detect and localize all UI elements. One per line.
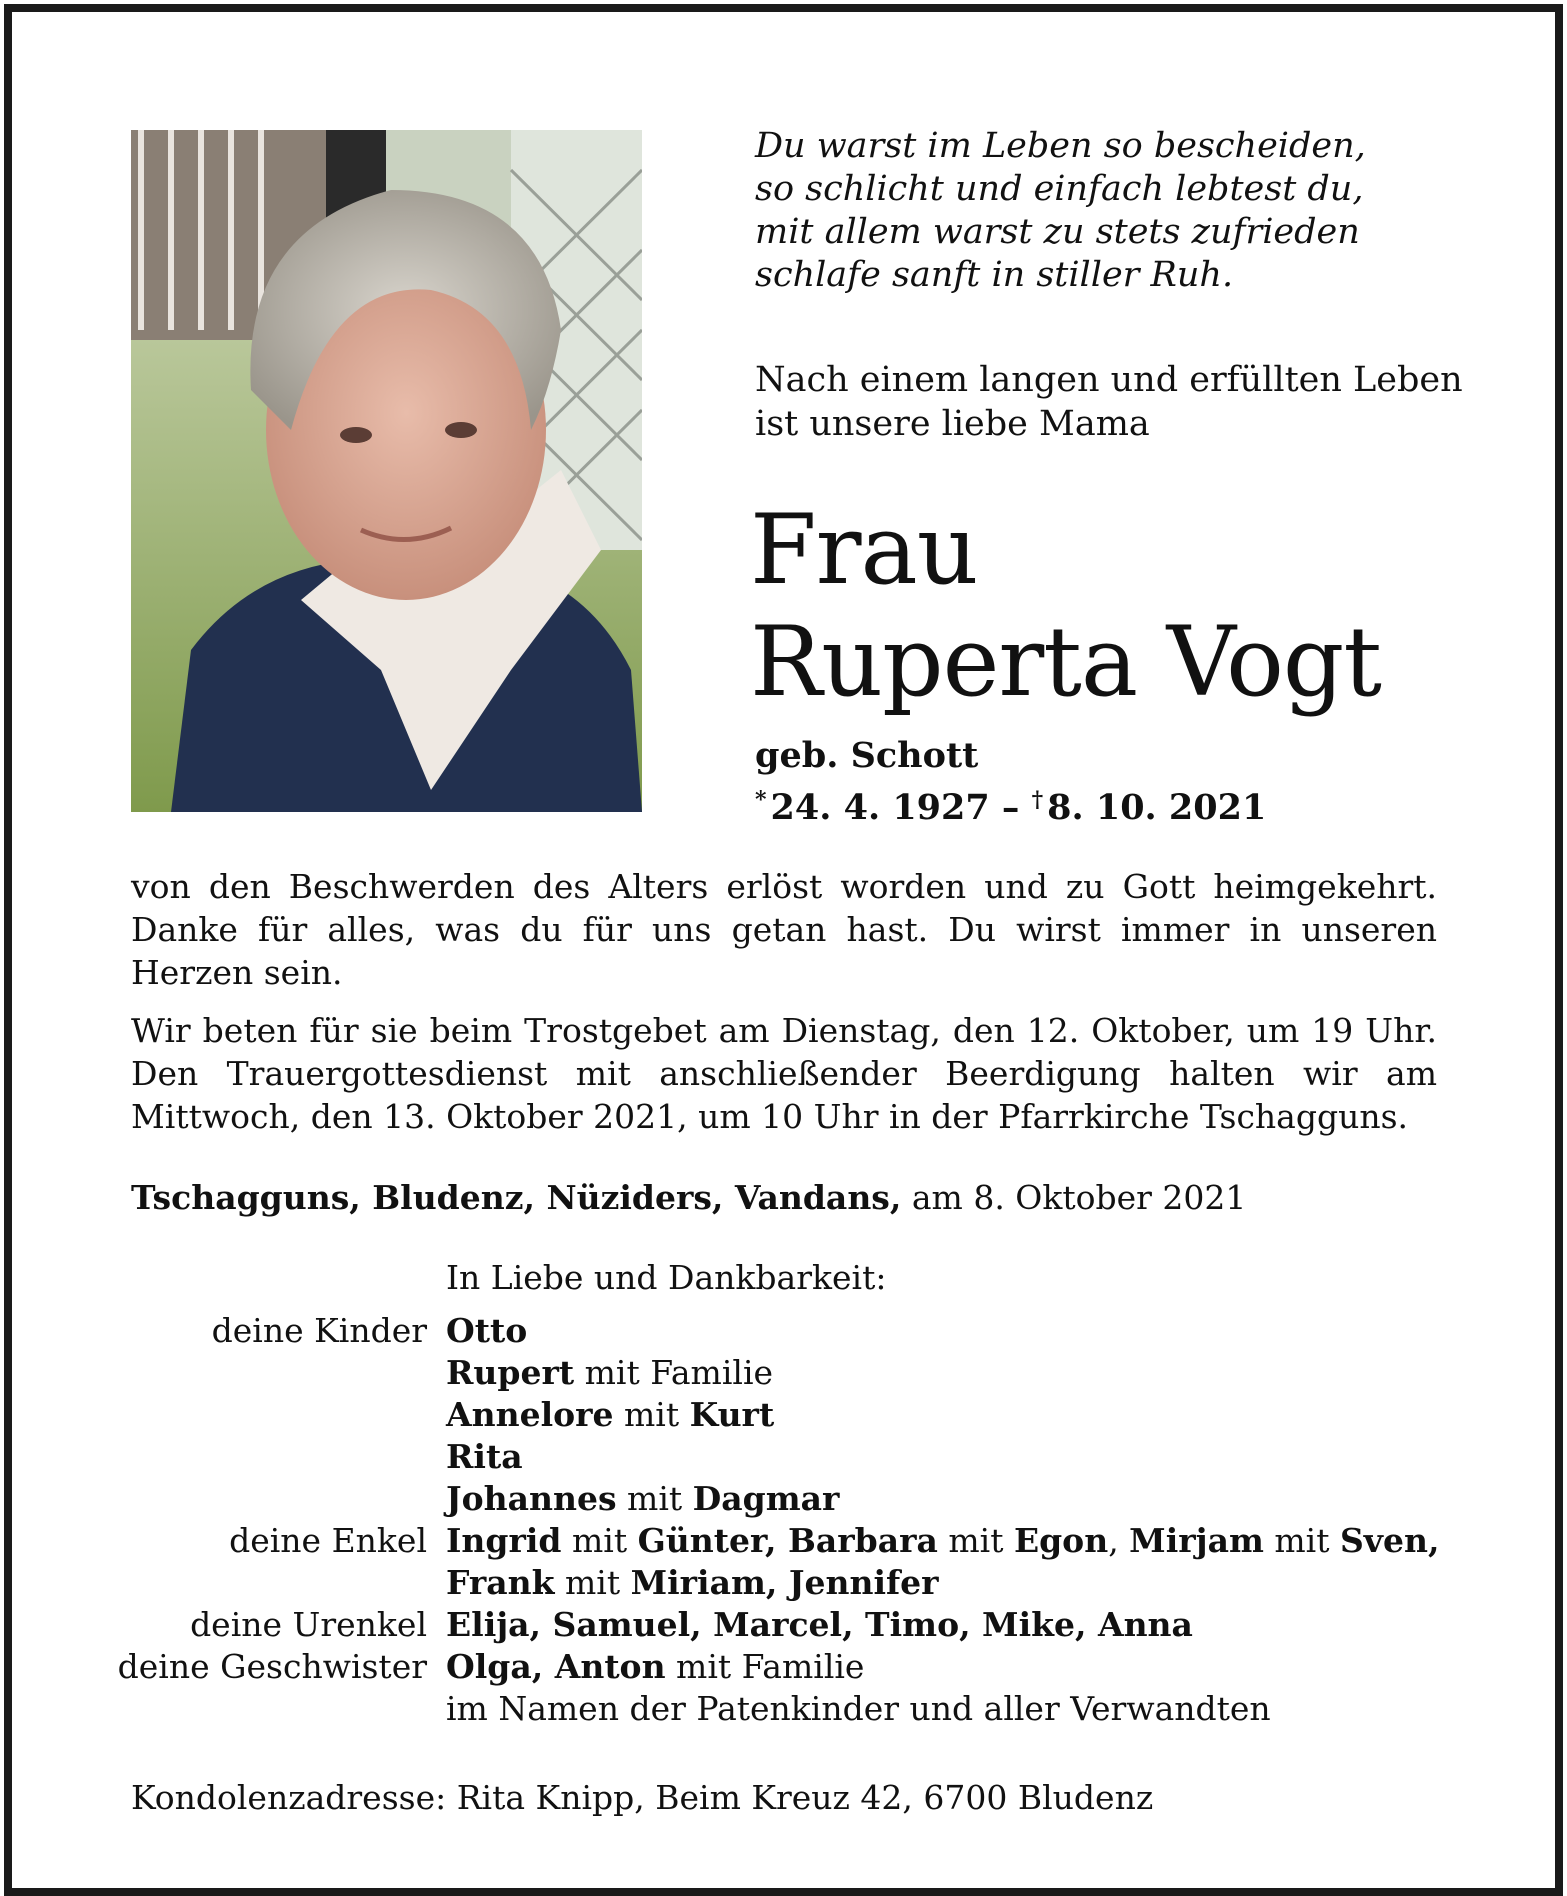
family-row [0, 1604, 1567, 1646]
family-name: Sven, [1339, 1521, 1440, 1560]
family-label: deine Urenkel [190, 1605, 427, 1644]
family-connector: mit [616, 1479, 693, 1518]
family-row [0, 1520, 1567, 1562]
family-row [0, 1562, 1567, 1604]
family-label: deine Geschwister [117, 1647, 427, 1686]
birth-symbol: * [755, 787, 767, 813]
intro-line: Nach einem langen und erfüllten Leben [755, 360, 1463, 400]
poem-line: mit allem warst zu stets zufrieden [755, 212, 1360, 252]
family-name: Ingrid [446, 1521, 562, 1560]
family-row [0, 1352, 1567, 1394]
poem-line: so schlicht und einfach lebtest du, [755, 169, 1364, 209]
family-name: Kurt [689, 1395, 775, 1434]
family-connector: mit Familie [665, 1647, 865, 1686]
name-title: Frau [750, 494, 978, 606]
paragraph-service: Wir beten für sie beim Trostgebet am Dienstag, den 12. Oktober, um 19 Uhr. Den Trauergottesdienst mit anschließender Beerdigung halten wir am Mittwoch, den 13. Oktober 2021, um 10 Uhr in der Pfarrkirche Tschagguns. [131, 1011, 1437, 1136]
deceased-name [750, 494, 1381, 718]
paragraph-passing: von den Beschwerden des Alters erlöst worden und zu Gott heimgekehrt. Danke für alles, was du für uns getan hast. Du wirst immer in unseren Herzen sein. [131, 867, 1437, 992]
family-name: Rita [446, 1437, 523, 1476]
family-label: deine Kinder [211, 1311, 427, 1350]
family-name: Mirjam [1129, 1521, 1264, 1560]
family-closing: im Namen der Patenkinder und aller Verwandten [446, 1689, 1271, 1728]
family-connector: mit [937, 1521, 1014, 1560]
birth-date: 24. 4. 1927 [770, 787, 990, 828]
family-row [0, 1688, 1567, 1730]
poem-line: schlafe sanft in stiller Ruh. [755, 255, 1234, 295]
family-connector: mit [613, 1395, 690, 1434]
places: Tschagguns, Bludenz, Nüziders, Vandans, [131, 1178, 902, 1217]
poem-line: Du warst im Leben so bescheiden, [755, 126, 1366, 166]
portrait-photo [131, 130, 642, 812]
family-row [0, 1310, 1567, 1352]
family-connector: mit [1263, 1521, 1340, 1560]
family-name: Annelore [446, 1395, 614, 1434]
family-name: Rupert [446, 1353, 575, 1392]
date-separator: – [1001, 787, 1020, 828]
name-full: Ruperta Vogt [750, 606, 1381, 718]
family-row [0, 1394, 1567, 1436]
family-connector: mit [561, 1521, 638, 1560]
intro-text [755, 358, 1475, 446]
intro-line: ist unsere liebe Mama [755, 404, 1150, 444]
family-connector: mit [554, 1563, 631, 1602]
notice-date: am 8. Oktober 2021 [901, 1178, 1247, 1217]
family-name: Johannes [446, 1479, 617, 1518]
family-name: Frank [446, 1563, 555, 1602]
family-name: Egon [1013, 1521, 1109, 1560]
family-name: Otto [446, 1311, 528, 1350]
place-date-line [131, 1176, 1246, 1220]
family-name: Olga, Anton [446, 1647, 666, 1686]
family-name: Dagmar [692, 1479, 840, 1518]
family-label: deine Enkel [229, 1521, 427, 1560]
family-connector: , [1108, 1521, 1130, 1560]
condolence-address: Kondolenzadresse: Rita Knipp, Beim Kreuz 42, 6700 Bludenz [131, 1778, 1154, 1817]
family-name: Elija, Samuel, Marcel, Timo, Mike, Anna [446, 1605, 1193, 1644]
poem [755, 125, 1415, 297]
family-name: Günter, Barbara [637, 1521, 938, 1560]
family-row [0, 1478, 1567, 1520]
death-date: 8. 10. 2021 [1047, 787, 1267, 828]
family-row [0, 1646, 1567, 1688]
family-row [0, 1436, 1567, 1478]
life-dates [755, 778, 1266, 830]
family-connector: mit Familie [574, 1353, 774, 1392]
family-name: Miriam, Jennifer [630, 1563, 939, 1602]
birth-name: geb. Schott [755, 735, 979, 776]
death-symbol: † [1031, 787, 1044, 813]
thanks-line: In Liebe und Dankbarkeit: [446, 1258, 887, 1297]
